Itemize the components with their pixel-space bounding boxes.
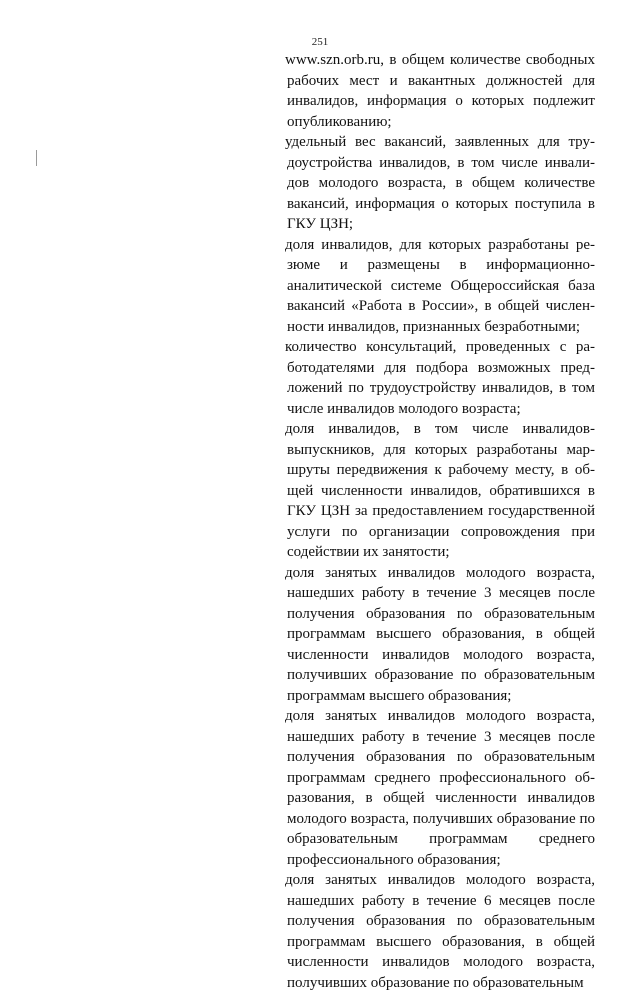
paragraph-employer-consultations: количество консультаций, проведенных с работодателями для подбора возможных предложений по трудоустройству инвалидов, в том числе инвалидов молодого возраста;	[285, 339, 595, 417]
paragraph-vacancy-share: удельный вес вакансий, заявленных для трудоустройства инвалидов, в том числе инвалидов молодого возраста, в общем количестве вакансий, информация о которых поступила в ГКУ ЦЗН;	[285, 134, 595, 232]
document-body	[287, 50, 595, 993]
paragraph-vocational-3-months: доля занятых инвалидов молодого возраста, нашедших работу в течение 3 месяцев после получения образования по образовательным программам среднего профессионального образования, в общей численности инвалидов молодого возраста, получивших образование по образовательным программам среднего профессионального образования;	[285, 708, 595, 868]
paragraph-resume-share: доля инвалидов, для которых разработаны резюме и размещены в информационно-аналитической системе Общероссийская база вакансий «Работа в России», в общей численности инвалидов, признанных безработными;	[285, 236, 595, 335]
page-number: 251	[311, 36, 329, 48]
margin-mark	[36, 150, 37, 166]
paragraph-higher-ed-3-months: доля занятых инвалидов молодого возраста, нашедших работу в течение 3 месяцев после получения образования по образовательным программам высшего образования, в общей численности инвалидов молодого возраста, получивших образование по образовательным программам высшего образования;	[285, 564, 595, 704]
paragraph-route-share: доля инвалидов, в том числе инвалидов-выпускников, для которых разработаны маршруты передвижения к рабочему месту, в общей численности инвалидов, обратившихся в ГКУ ЦЗН за предоставлением государственной услуги по организации сопровождения при содействии их занятости;	[285, 421, 595, 560]
paragraph-szn-website: www.szn.orb.ru, в общем количестве свободных рабочих мест и вакантных должностей для инвалидов, информация о которых подлежит опубликованию;	[285, 52, 595, 130]
paragraph-higher-ed-6-months: доля занятых инвалидов молодого возраста, нашедших работу в течение 6 месяцев после получения образования по образовательным программам высшего образования, в общей численности инвалидов молодого возраста, получивших образование по образовательным	[285, 872, 595, 991]
